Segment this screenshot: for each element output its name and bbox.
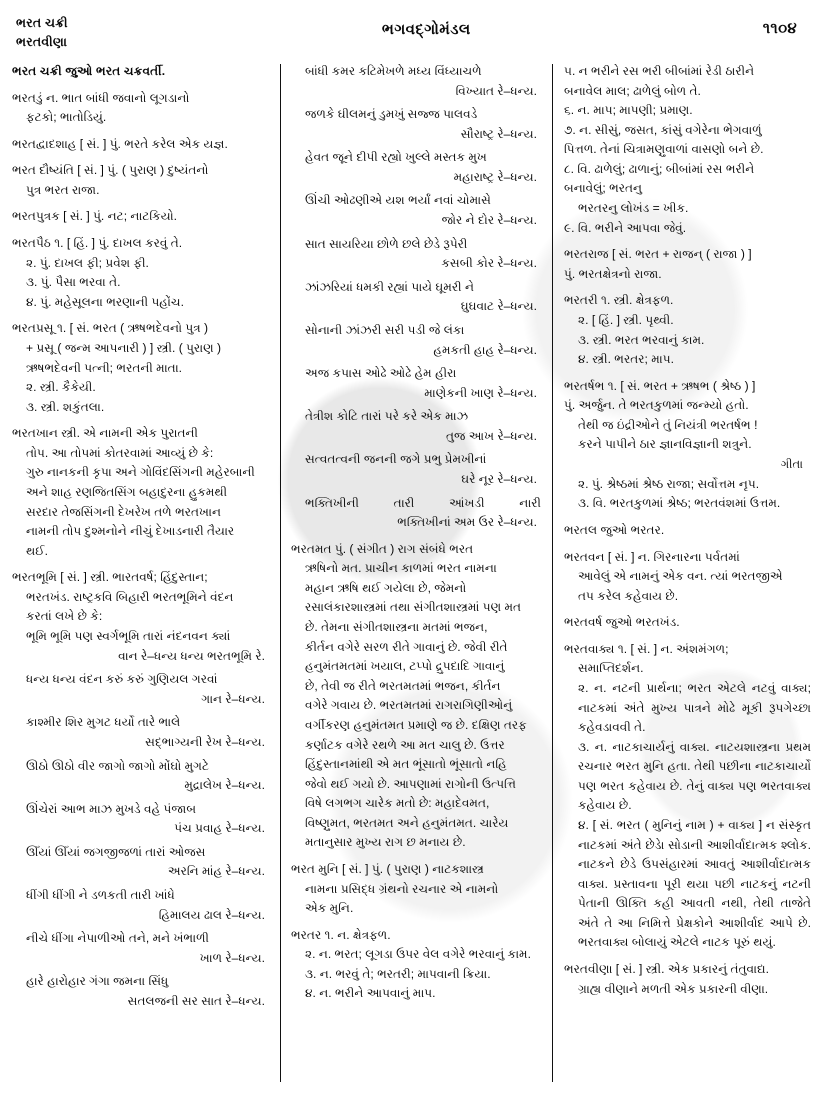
headword: ભરત ચક્રી જુઓ ભરત ચક્રવર્તી.: [12, 64, 166, 78]
entry-bharat-daushyanti: ભરત દૌષ્યંતિ [ સં. ] પું. ( પુરાણ ) દુષ્યંતનો પુત્ર ભરત રાજા.: [12, 163, 209, 197]
sense: ૩. સ્ત્રી. ભરત ભરવાનું કામ.: [578, 332, 705, 347]
verse-line: હારે હારોહાર ગંગા જમના સિંધુ સતલજની સર સાત રે–ધન્ય.: [26, 974, 265, 1008]
verse-line: સાત સાયરિયા છોળે છલે છેડે રૂપેરી કસબી કોર રે–ધન્ય.: [305, 236, 537, 271]
verse-line: સોનાની ઝાંઝરી સરી પડી જે લંકા હમકતી હાહ રે–ધન્ય.: [305, 322, 537, 357]
sense: ૫. ન ભરીને રસ ભરી બીબાંમાં રેડી ઠારીને: [564, 64, 755, 78]
entry-bharatpaith: ભરતપૈઠ ૧. [ હિં. ] પું. દાખલ કરવું તે. ૨. પું. દાખલ ફી; પ્રવેશ ફી. ૩. પું. પૈસા ભરવા તે. ૪. પું. મહેસૂલના ભરણાની પહોંચ.: [12, 234, 269, 312]
entry-bharatarshabh: ભરતર્ષભ ૧. [ સં. ભરત + ઋષભ ( શ્રેષ્ઠ ) ] પું. અર્જુન. તે ભરતકુળમાં જન્મ્યો હતો. તેથી જ ઇંદ્રીઓને તું નિયંત્રી ભરતર્ષભ ! કરને પાપીને ઠાર જ્ઞાનવિજ્ઞાની શત્રુને. ગીતા ૨. પું. શ્રેષ્ઠમાં શ્રેષ્ઠ રાજા; સર્વોત્તમ નૃપ. ૩. વિ. ભરતકુળમાં શ્રેષ્ઠ; ભરતવંશમાં ઉત્તમ.: [564, 377, 811, 514]
verse-line: અજ કપાસ ઓઢે ઓઢે હેમ હીરા માણેકની ખાણ રે–ધન્ય.: [305, 366, 537, 400]
quotation-line: કરને પાપીને ઠાર જ્ઞાનવિજ્ઞાની શત્રુને.: [578, 437, 752, 452]
quotation-line: તેથી જ ઇંદ્રીઓને તું નિયંત્રી ભરતર્ષભ !: [578, 417, 758, 432]
entry-bharat-muni: ભરત મુનિ [ સં. ] પું. ( પુરાણ ) નાટકશાસ્ત્ર નામના પ્રસિદ્ધ ગ્રંથનો રચનાર એ નામનો એક મુનિ.: [291, 861, 499, 916]
sense: ૪. [ સં. ભરત ( મુનિનું નામ ) + વાક્ય ] ન સંસ્કૃત નાટકમાં અંતે છેડાે સોડાની આશીર્વાદાત્મક શ્લોક. નાટકને છેડે ઉપસંહારમાં આવતું આશીર્વાદાત્મક વાક્ય. પ્રસ્તાવના પૂરી થયા પછી નાટકનું નટની પેતાની ઊક્તિ કહી આવતી નથી, તેથી તાજેતે અંતે તે આ નિમિત્તે પ્રેક્ષકોને આશીર્વાદ આપે છે. ભરતવાક્ય બોલાયું એટલે નાટક પૂરું થયું.: [578, 818, 811, 950]
sense: સમાપ્તિદર્શન.: [578, 661, 644, 676]
sense: ૨. ન. નટની પ્રાર્થના; ભરત એટલે નટવું વાક્ય; નાટકમાં અંતે મુખ્ય પાત્રને મોઢે મૂકી રૂપગેચ્છા કહેવડાવવી તે.: [578, 680, 811, 735]
entry-bharatar: ભરતર ૧. ન. ક્ષેત્રફળ. ૨. ન. ભરત; લૂગડા ઉપર વેલ વગેરે ભરવાનું કામ. ૩. ન. ભરવું તે; ભરતરી; માપવાની ક્રિયા. ૪. ન. ભરીને આપવાનું માપ.: [291, 926, 541, 1004]
column-1: [12, 62, 280, 1092]
verse-line: ઝાંઝરિયાં ધમકી રહ્યાં પાયે ઘૂમરી ને ઘુઘવાટ રે–ધન્ય.: [305, 279, 537, 314]
book-title: ભગવદ્‌ગોમંડલ: [381, 21, 471, 38]
entry-bharatraj: ભરતરાજ [ સં. ભરત + રાજન્ ( રાજા ) ] પું. ભરતક્ષેત્રનો રાજા.: [564, 247, 752, 281]
sense: ૬. ન. માપ; માપણી; પ્રમાણ.: [564, 103, 693, 118]
sense: ૩. ન. નાટકાચાર્યનું વાક્ય. નાટયશાસ્ત્રના પ્રથમ રચનાર ભરત મુનિ હતા. તેથી પછીના નાટકાચાર્યો પણ ભરત કહેવાય છે. તેનું વાક્ય પણ ભરતવાક્ય કહેવાય છે.: [578, 739, 811, 813]
sense: ૩. સ્ત્રી. શકુંતલા.: [26, 399, 105, 414]
columns-container: [12, 62, 813, 1092]
sense: ૨. પું. દાખલ ફી; પ્રવેશ ફી.: [26, 255, 149, 270]
entry-bharatprasu: ભરતપ્રસૂ ૧. [ સં. ભરત ( ઋષભદેવનો પુત્ર ) + પ્રસૂ ( જન્મ આપનારી ) ] સ્ત્રી. ( પુરાણ ) ઋષભદેવની પત્ની; ભરતની માતા. ૨. સ્ત્રી. કૈકેયી. ૩. સ્ત્રી. શકુંતલા.: [12, 319, 269, 417]
idiom: ભરતરનુ લોખંડ = ખીક.: [578, 201, 689, 216]
verse-line: હેવત જૂને દીપી રહ્યો ખુલ્લે મસ્તક મુખ મહારાષ્ટ્ર રે–ધન્ય.: [305, 150, 537, 184]
entry-bharatvakya: ભરતવાક્ય ૧. [ સં. ] ન. અંશમંગળ; સમાપ્તિદર્શન. ૨. ન. નટની પ્રાર્થના; ભરત એટલે નટવું વાક્ય; નાટકમાં અંતે મુખ્ય પાત્રને મોઢે મૂકી રૂપગેચ્છા કહેવડાવવી તે. ૩. ન. નાટકાચાર્યનું વાક્ય. નાટયશાસ્ત્રના પ્રથમ રચનાર ભરત મુનિ હતા. તેથી પછીના નાટકાચાર્યો પણ ભરત કહેવાય છે. તેનું વાક્ય પણ ભરતવાક્ય કહેવાય છે. ૪. [ સં. ભરત ( મુનિનું નામ ) + વાક્ય ] ન સંસ્કૃત નાટકમાં અંતે છેડાે સોડાની આશીર્વાદાત્મક શ્લોક. નાટકને છેડે ઉપસંહારમાં આવતું આશીર્વાદાત્મક વાક્ય. પ્રસ્તાવના પૂરી થયા પછી નાટકનું નટની પેતાની ઊક્તિ કહી આવતી નથી, તેથી તાજેતે અંતે તે આ નિમિત્તે પ્રેક્ષકોને આશીર્વાદ આપે છે. ભરતવાક્ય બોલાયું એટલે નાટક પૂરું થયું.: [564, 640, 811, 953]
verse-line: ધીંગી ધીંગી ને ડળકતી તારી ખાંધે હિમાલય ઢાલ રે–ધન્ય.: [26, 887, 265, 922]
verse-line: સત્વતત્વની જનની જગે પ્રભુ પ્રેમખીનાં ઘરે નૂર રે–ધન્ય.: [305, 452, 537, 486]
verse-line: ઊંચેરાં આભ માઝ મુખડે વહે પંજાબ પંચ પ્રવાહ રે–ધન્ય.: [26, 801, 265, 836]
sense: બનાવેલ માલ; ઢાળેલું બોળ તે.: [564, 83, 701, 98]
verse-continuation-block: [291, 62, 541, 533]
running-head-guidewords: [12, 14, 68, 53]
sense-continuation-block: [564, 62, 811, 238]
sense: ૩. ન. ભરવું તે; ભરતરી; માપવાની ક્રિયા.: [305, 966, 491, 981]
verse-line: કાશ્મીર શિર મુગટ ધર્યો તારે ભાલે સદ્‌ભાગ્યની રેખ રે–ધન્ય.: [26, 715, 265, 749]
entry-bharatdvadashah: ભરતદ્વાદશાહ [ સં. ] પું. ભરતે કરેલ એક યજ્ઞ.: [12, 136, 228, 151]
sense: ૨. પું. શ્રેષ્ઠમાં શ્રેષ્ઠ રાજા; સર્વોત્તમ નૃપ.: [578, 476, 760, 491]
verse-line: ભક્તિખીની તારી આંખડી નારી ભક્તિખીનાં અમ ઉર રે–ધન્ય.: [305, 495, 541, 530]
entry-bharatkhan: ભરતખાન સ્ત્રી. એ નામની એક પુરાતની તોપ. આ તોપમાં કોતરવામાં આવ્યું છે કે: ગુરુ નાનકની કૃપા અને ગોવિંદસિંગની મહેરબાની અને શાહ રણજિતસિંગ બહાદુરના હુકમથી સરદાર તેજસિંગની દેખરેખ તળે ભરતખાન નામની તોપ દુશ્મનોને નીચું દેખાડનારી તૈયાર થઈ.: [12, 426, 255, 558]
sense: ૨. [ હિં. ] સ્ત્રી. પૃથ્વી.: [578, 312, 674, 327]
entry-bharatvarsh: ભરતવર્ષ જુઓ ભરતખંડ.: [564, 615, 680, 630]
entry-bharatvan: ભરતવન [ સં. ] ન. ગિરનારના પર્વતમાં આવેલું એ નામનું એક વન. ત્યાં ભરતજીએ તપ કરેલ કહેવાય છે.: [564, 549, 783, 603]
sense: ૪. પું. મહેસૂલના ભરણાની પહોંચ.: [26, 294, 184, 309]
sense: પિત્તળ. તેનાં ચિત્રામણુવાળાં વાસણો બને છે.: [564, 142, 764, 157]
running-head: [12, 14, 813, 60]
page-number: ૧૧૦૪: [762, 20, 797, 37]
sense: ૪. સ્ત્રી. ભરતર; માપ.: [578, 352, 674, 367]
sense: ૩. પું. પૈસા ભરવા તે.: [26, 275, 121, 290]
verse-line: ઊંચી ઓઢણીએ યશ ભર્યાં નવાં ચોમાસે જોર ને દોર રે–ધન્ય.: [305, 193, 537, 228]
guideword-last: ભરતવીણા: [16, 35, 68, 50]
column-3: [553, 62, 811, 1092]
column-2: [281, 62, 552, 1092]
sense: ૪. ન. ભરીને આપવાનું માપ.: [305, 986, 436, 1001]
verse-line: ધન્ય ધન્ય વંદન કરું કરું ગુણિયલ ગરવાં ગાન રે–ધન્ય.: [26, 672, 265, 706]
sense: ૨. ન. ભરત; લૂગડા ઉપર વેલ વગેરે ભરવાનું કામ.: [305, 947, 531, 962]
verse-line: તેત્રીશ કોટિ તારાં પરે કરે એક માઝ તુજ આખ રે–ધન્ય.: [305, 409, 537, 443]
entry-bharatari: ભરતરી ૧. સ્ત્રી. ક્ષેત્રફળ. ૨. [ હિં. ] સ્ત્રી. પૃથ્વી. ૩. સ્ત્રી. ભરત ભરવાનું કામ. ૪. સ્ત્રી. ભરતર; માપ.: [564, 291, 811, 369]
entry-bharatbhumi: ભરતભૂમિ [ સં. ] સ્ત્રી. ભારતવર્ષ; હિંદુસ્તાન; ભરતખંડ. રાષ્ટ્રકવિ બિહારી ભરતભૂમિને વંદન કરતાં લખે છે કે: ભૂમિ ભૂમિ પણ સ્વર્ગભૂમિ તારાં નંદનવન ક્યાં વાન રે–ધન્ય ધન્ય ભરતભૂમિ રે. ધન્ય ધન્ય વંદન કરું કરું ગુણિયલ ગરવાં ગાન રે–ધન્ય. કાશ્મીર શિર મુગટ ધર્યો તારે ભાલે સદ્‌ભાગ્યની રેખ રે–ધન્ય. ઊઠો ઊઠો વીર જાગો જાગો મોંઘો મુગટે મુદ્રાલેખ રે–ધન્ય. ઊંચેરાં આભ માઝ મુખડે વહે પંજાબ પંચ પ્રવાહ રે–ધન્ય. ઊઁયાં ઊઁયાં જગજીજળાં તારાં ઓજસ અરનિ માંહ રે–ધન્ય. ધીંગી ધીંગી ને ડળકતી તારી ખાંધે હિમાલય ઢાલ રે–ધન્ય. નીચે ધીંગા નેપાળીઓ તને, મને ખંભાળી ખાળ રે–ધન્ય. હારે હારોહાર ગંગા જમના સિંધુ સતલજની સર સાત રે–ધન્ય.: [12, 568, 269, 1011]
sense: ૮. વિ. ઢાળેલું; ઢાળાનું; બીબાંમાં રસ ભરીને: [564, 161, 755, 176]
verse-line: બાંધી કમર કટિમેખળે મધ્ય વિંધ્યાચળે વિખ્યાત રે–ધન્ય.: [305, 64, 537, 98]
sense: ૨. સ્ત્રી. કૈકેયી.: [26, 380, 96, 395]
verse-line: નીચે ધીંગા નેપાળીઓ તને, મને ખંભાળી ખાળ રે–ધન્ય.: [26, 931, 265, 965]
entry-bharatdu: ભરતડું ન. ભાત બાંધી જવાનો લૂગડાનો ફટકો; ભાતોડિયું.: [12, 90, 190, 125]
sense: ૭. ન. સીસું, જસત, કાંસું વગેરેના ભેગવાળું: [564, 122, 762, 137]
quotation-attribution: ગીતા: [780, 457, 803, 471]
entry-bharatmat: ભરતમત પું. ( સંગીત ) રાગ સંબંધે ભરત ઋષિનો મત. પ્રાચીન કાળમાં ભરત નામના મહાન ઋષિ થઈ ગયેલા છે, જેમનો રસાલંકારશાસ્ત્રમાં તથા સંગીતશાસ્ત્રમાં પણ મત છે. તેમના સંગીતશાસ્ત્રના મતમાં ભજન, કીર્તન વગેરે સરળ રીતે ગાવાનું છે. જેવી રીતે હનુમંતમતમાં ખયાલ, ટપ્પો દ્રુપદાદિ ગાવાનું છે, તેવી જ રીતે ભરતમતમાં ભજન, કીર્તન વગેરે ગવાય છે. ભરતમતમાં રાગરાગિણીઓનું વર્ગીકરણ હનુમંતમત પ્રમાણે જ છે. દક્ષિણ તરફ કર્ણાટક વગેરે રથળે આ મત ચાલુ છે. ઉત્તર હિંદુસ્તાનમાંથી એ મત ભૂંસાતો ભૂંસાતો નહિ જેવો થઈ ગયો છે. આપણામાં રાગોની ઉત્પત્તિ વિષે લગભગ ચારેક મતો છે: મહાદેવમત, વિષ્ણુમત, ભરતમત અને હનુમંતમત. ચારેય મતાનુસાર મુખ્ય રાગ છ મનાય છે.: [291, 541, 527, 850]
verse-line: ઊઁયાં ઊઁયાં જગજીજળાં તારાં ઓજસ અરનિ માંહ રે–ધન્ય.: [26, 844, 265, 879]
entry-bharatal: ભરતલ જુઓ ભરતર.: [564, 522, 665, 537]
verse-line: ભૂમિ ભૂમિ પણ સ્વર્ગભૂમિ તારાં નંદનવન ક્યાં વાન રે–ધન્ય ધન્ય ભરતભૂમિ રે.: [26, 629, 265, 663]
entry-bharatputrak: ભરતપુત્રક [ સં. ] પું. નટ; નાટકિયો.: [12, 209, 177, 224]
verse-line: જળકે ઘીલમનું ડુમખું સજ્જ પાલવડે સૌરાષ્ટ્ર રે–ધન્ય.: [305, 107, 537, 141]
verse-line: ઊઠો ઊઠો વીર જાગો જાગો મોંઘો મુગટે મુદ્રાલેખ રે–ધન્ય.: [26, 758, 265, 793]
entry-bharatvina: ભરતવીણા [ સં. ] સ્ત્રી. એક પ્રકારનું તંતુવાદ્ય. ગ્રાહ્ય વીણાને મળતી એક પ્રકારની વીણા.: [564, 962, 769, 996]
sense: ૯. વિ. ભરીને આપવા જેવું.: [564, 220, 687, 235]
guideword-first: ભરત ચક્રી: [16, 16, 68, 30]
entry-bharat-chakri: [12, 62, 269, 82]
sense: ૩. વિ. ભરતકુળમાં શ્રેષ્ઠ; ભરતવંશમાં ઉત્તમ.: [578, 496, 781, 511]
sense: બનાવેલું; ભરતનુ: [564, 181, 643, 196]
